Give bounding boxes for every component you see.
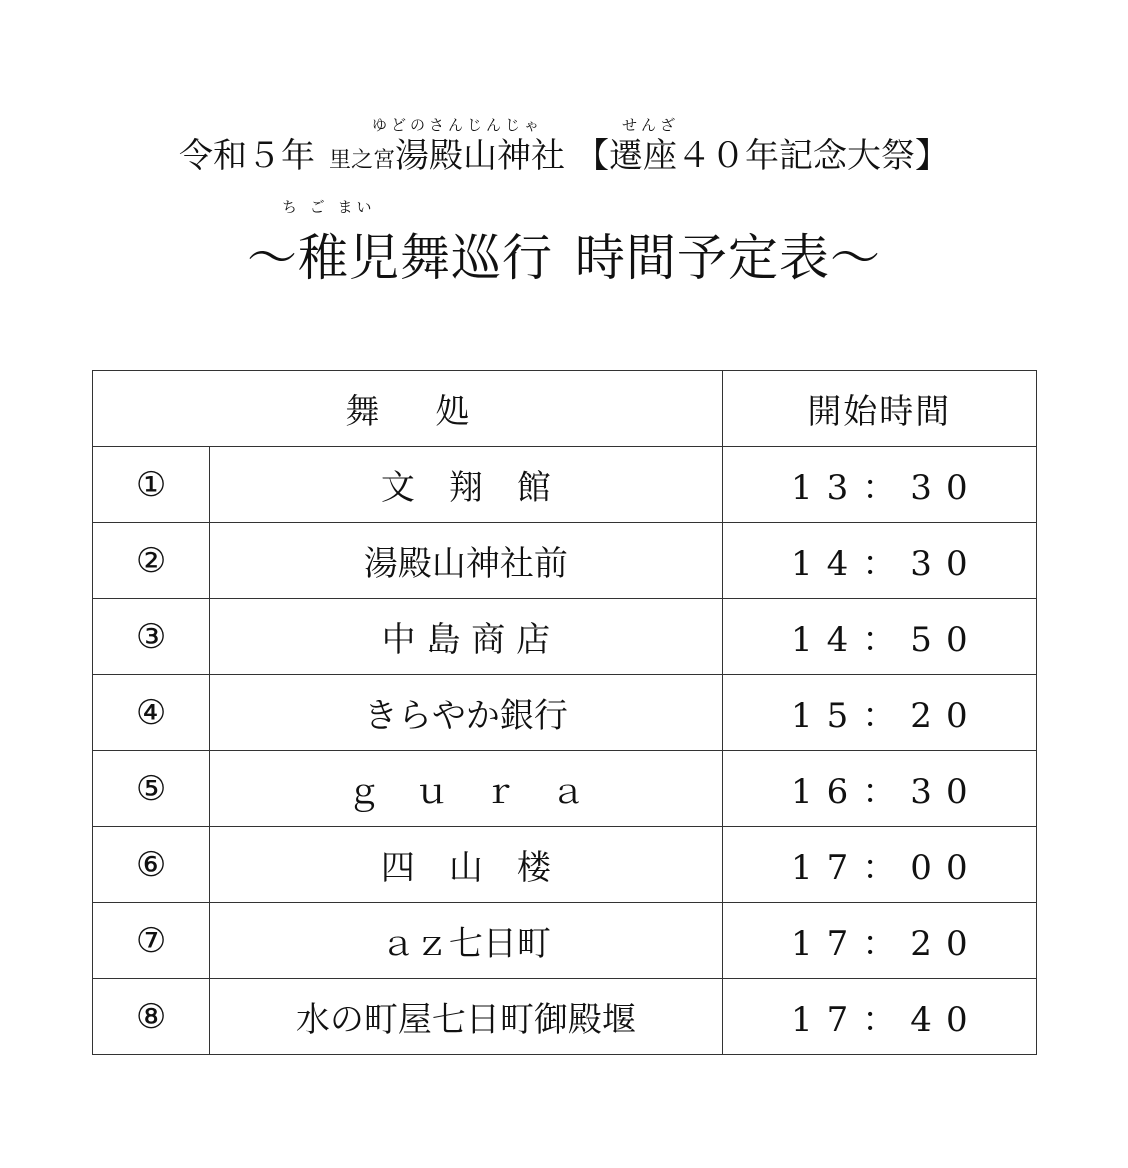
place-name: ａｚ七日町 bbox=[210, 903, 723, 979]
shrine-name: 湯殿山神社 bbox=[395, 136, 565, 176]
table-row bbox=[93, 903, 1037, 979]
ruby-shrine-name: ゆどのさんじんじゃ bbox=[372, 116, 544, 134]
row-number: ② bbox=[93, 523, 210, 599]
table-row bbox=[93, 827, 1037, 903]
header-start-time: 開始時間 bbox=[722, 371, 1036, 447]
row-number: ⑤ bbox=[93, 751, 210, 827]
table-row bbox=[93, 523, 1037, 599]
start-time: 14：50 bbox=[722, 599, 1036, 675]
place-name: ｇ ｕ ｒ ａ bbox=[210, 751, 723, 827]
table-row bbox=[93, 447, 1037, 523]
shrine-prefix: 里之宮 bbox=[328, 148, 395, 173]
place-name: 文 翔 館 bbox=[210, 447, 723, 523]
subtitle-left: ～稚児舞巡行 bbox=[247, 229, 553, 287]
start-time: 15：20 bbox=[722, 675, 1036, 751]
place-name: 中 島 商 店 bbox=[210, 599, 723, 675]
row-number: ⑦ bbox=[93, 903, 210, 979]
place-name: 四 山 楼 bbox=[210, 827, 723, 903]
ruby-senza: せんざ bbox=[622, 116, 680, 134]
place-name: 湯殿山神社前 bbox=[210, 523, 723, 599]
schedule-table bbox=[92, 370, 1037, 1055]
event-title: 【遷座４０年記念大祭】 bbox=[575, 136, 949, 176]
start-time: 13：30 bbox=[722, 447, 1036, 523]
row-number: ① bbox=[93, 447, 210, 523]
table-row bbox=[93, 751, 1037, 827]
start-time: 17：00 bbox=[722, 827, 1036, 903]
place-name: きらやか銀行 bbox=[210, 675, 723, 751]
ruby-chigomai: ち ご まい bbox=[282, 198, 376, 216]
start-time: 14：30 bbox=[722, 523, 1036, 599]
row-number: ④ bbox=[93, 675, 210, 751]
title-line-2 bbox=[0, 218, 1128, 290]
row-number: ⑥ bbox=[93, 827, 210, 903]
title-line-1 bbox=[0, 128, 1128, 177]
row-number: ③ bbox=[93, 599, 210, 675]
table-row bbox=[93, 599, 1037, 675]
start-time: 16：30 bbox=[722, 751, 1036, 827]
table-row bbox=[93, 675, 1037, 751]
start-time: 17：20 bbox=[722, 903, 1036, 979]
table-row bbox=[93, 979, 1037, 1055]
table-header-row bbox=[93, 371, 1037, 447]
row-number: ⑧ bbox=[93, 979, 210, 1055]
subtitle-right: 時間予定表～ bbox=[575, 229, 881, 287]
start-time: 17：40 bbox=[722, 979, 1036, 1055]
era-year: 令和５年 bbox=[178, 136, 315, 176]
place-name: 水の町屋七日町御殿堰 bbox=[210, 979, 723, 1055]
header-place: 舞処 bbox=[93, 371, 723, 447]
